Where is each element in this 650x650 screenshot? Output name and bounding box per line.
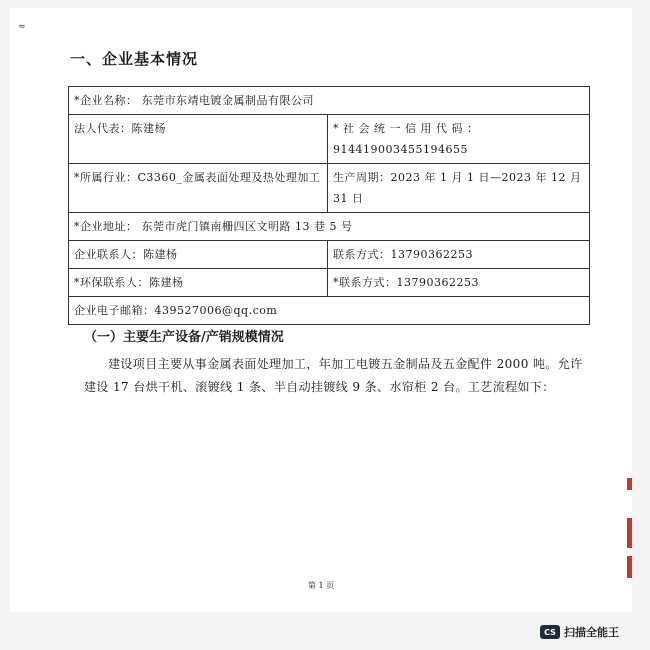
company-name-cell: *企业名称： 东莞市东靖电镀金属制品有限公司 [69, 87, 590, 115]
red-seal-edge [627, 478, 632, 490]
contact-phone-cell: 联系方式：13790362253 [328, 241, 590, 269]
table-row [69, 87, 590, 115]
table-row [69, 297, 590, 325]
table-row [69, 269, 590, 297]
red-seal-edge [627, 556, 632, 578]
section-title: 一、企业基本情况 [70, 50, 199, 68]
credit-code-cell [328, 115, 590, 164]
env-contact-person-cell: *环保联系人：陈建杨 [69, 269, 328, 297]
camscanner-logo-icon: CS [540, 625, 560, 639]
subsection-title: （一）主要生产设备/产销规模情况 [84, 330, 284, 345]
table-row [69, 115, 590, 164]
industry-cell: *所属行业：C3360_金属表面处理及热处理加工 [69, 164, 328, 213]
table-row [69, 213, 590, 241]
credit-code-label: * 社 会 统 一 信 用 代 码 ： [333, 122, 479, 135]
watermark-text: 扫描全能王 [564, 626, 619, 639]
credit-code-value: 914419003455194655 [333, 143, 468, 156]
production-period-cell: 生产周期：2023 年 1 月 1 日—2023 年 12 月 31 日 [328, 164, 590, 213]
table-row [69, 241, 590, 269]
page-number: 第 1 页 [307, 581, 335, 590]
env-contact-phone-cell: *联系方式：13790362253 [328, 269, 590, 297]
body-paragraph: 建设项目主要从事金属表面处理加工，年加工电镀五金制品及五金配件 2000 吨。允许建设 17 台烘干机、滚镀线 1 条、半自动挂镀线 9 条、水帘柜 2 台。工艺流程如下： [84, 357, 583, 394]
legal-rep-cell: 法人代表：陈建杨 [69, 115, 328, 164]
enterprise-info-table [68, 86, 590, 325]
red-seal-edge [627, 518, 632, 548]
address-cell: *企业地址： 东莞市虎门镇南栅四区文明路 13 巷 5 号 [69, 213, 590, 241]
document-page [10, 8, 632, 612]
contact-person-cell: 企业联系人：陈建杨 [69, 241, 328, 269]
table-row [69, 164, 590, 213]
scanner-watermark [540, 624, 619, 640]
email-cell: 企业电子邮箱：439527006@qq.com [69, 297, 590, 325]
corner-mark: ≈ [18, 22, 26, 32]
